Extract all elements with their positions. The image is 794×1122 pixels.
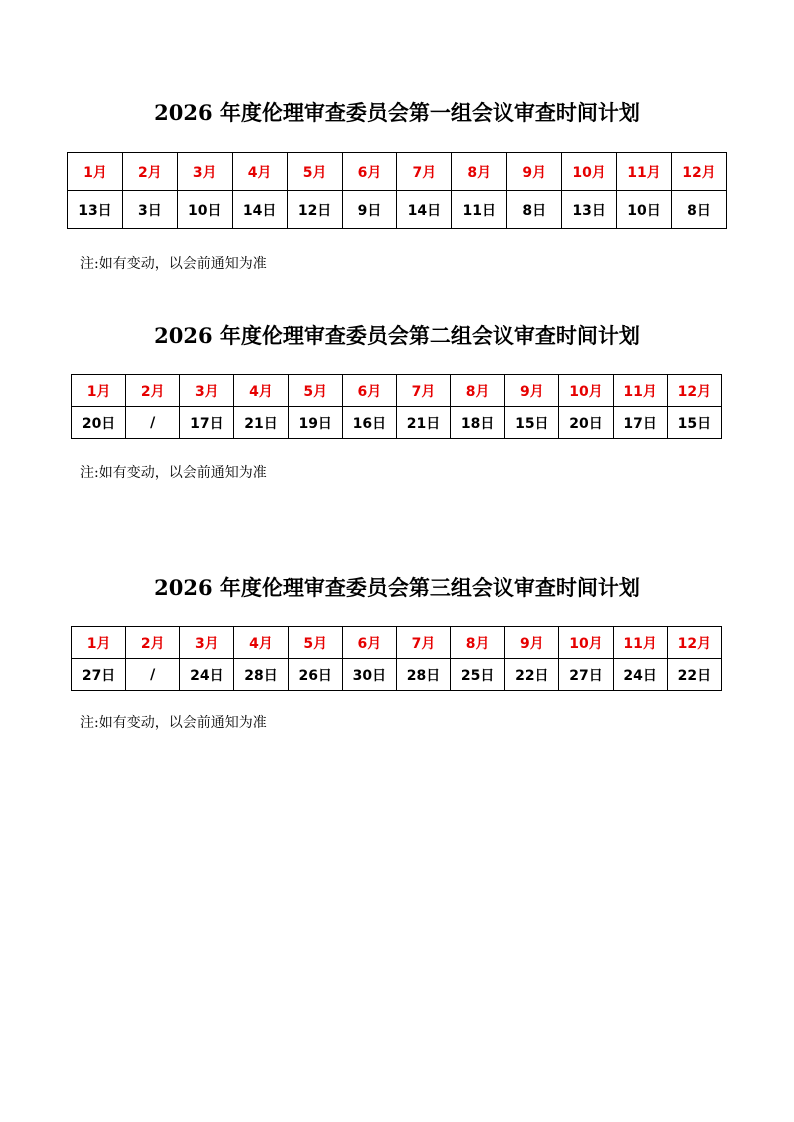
day-cell: / [126, 659, 180, 691]
month-cell: 3月 [177, 153, 232, 191]
month-cell: 3月 [180, 375, 234, 407]
day-cell: 17日 [613, 407, 667, 439]
day-cell: 14日 [232, 191, 287, 229]
schedule-table [71, 374, 722, 439]
month-cell: 10月 [559, 375, 613, 407]
month-cell: 5月 [288, 627, 342, 659]
day-cell: 22日 [667, 659, 721, 691]
day-cell: 18日 [451, 407, 505, 439]
day-cell: 27日 [559, 659, 613, 691]
month-cell: 12月 [667, 375, 721, 407]
day-row [68, 191, 727, 229]
month-cell: 12月 [671, 153, 726, 191]
month-cell: 2月 [126, 627, 180, 659]
month-cell: 10月 [562, 153, 617, 191]
day-cell: 22日 [505, 659, 559, 691]
month-cell: 8月 [451, 627, 505, 659]
month-cell: 8月 [451, 375, 505, 407]
day-cell: 12日 [287, 191, 342, 229]
day-cell: 21日 [396, 407, 450, 439]
day-cell: 15日 [667, 407, 721, 439]
day-cell: 8日 [507, 191, 562, 229]
month-cell: 9月 [505, 627, 559, 659]
month-cell: 7月 [397, 153, 452, 191]
day-cell: 16日 [342, 407, 396, 439]
schedule-title: 2026 年度伦理审查委员会第三组会议审查时间计划 [154, 575, 640, 600]
month-cell: 11月 [617, 153, 672, 191]
day-cell: 10日 [177, 191, 232, 229]
month-cell: 6月 [342, 627, 396, 659]
day-cell: 3日 [122, 191, 177, 229]
month-cell: 1月 [68, 153, 123, 191]
schedule-table [71, 626, 722, 691]
day-cell: 13日 [68, 191, 123, 229]
month-cell: 12月 [667, 627, 721, 659]
day-cell: 20日 [72, 407, 126, 439]
day-cell: 11日 [452, 191, 507, 229]
month-cell: 11月 [613, 627, 667, 659]
day-cell: 25日 [451, 659, 505, 691]
day-cell: / [126, 407, 180, 439]
day-cell: 24日 [613, 659, 667, 691]
month-cell: 1月 [72, 627, 126, 659]
day-cell: 17日 [180, 407, 234, 439]
day-cell: 27日 [72, 659, 126, 691]
schedule-note: 注:如有变动，以会前通知为准 [80, 465, 267, 481]
day-row [72, 407, 722, 439]
day-cell: 13日 [562, 191, 617, 229]
month-cell: 4月 [234, 375, 288, 407]
month-cell: 8月 [452, 153, 507, 191]
month-cell: 7月 [396, 627, 450, 659]
schedule-note: 注:如有变动，以会前通知为准 [80, 715, 267, 731]
month-cell: 9月 [505, 375, 559, 407]
month-cell: 10月 [559, 627, 613, 659]
day-cell: 19日 [288, 407, 342, 439]
month-row [72, 627, 722, 659]
day-cell: 10日 [617, 191, 672, 229]
day-row [72, 659, 722, 691]
month-cell: 2月 [126, 375, 180, 407]
day-cell: 15日 [505, 407, 559, 439]
month-cell: 7月 [396, 375, 450, 407]
schedule-table [67, 152, 727, 229]
month-cell: 4月 [232, 153, 287, 191]
day-cell: 28日 [234, 659, 288, 691]
month-row [72, 375, 722, 407]
schedule-title: 2026 年度伦理审查委员会第一组会议审查时间计划 [154, 100, 640, 125]
month-cell: 6月 [342, 153, 397, 191]
day-cell: 28日 [396, 659, 450, 691]
schedule-title: 2026 年度伦理审查委员会第二组会议审查时间计划 [154, 323, 640, 348]
month-cell: 11月 [613, 375, 667, 407]
month-cell: 3月 [180, 627, 234, 659]
day-cell: 9日 [342, 191, 397, 229]
day-cell: 8日 [671, 191, 726, 229]
month-cell: 6月 [342, 375, 396, 407]
month-cell: 4月 [234, 627, 288, 659]
month-cell: 5月 [287, 153, 342, 191]
month-cell: 2月 [122, 153, 177, 191]
month-cell: 1月 [72, 375, 126, 407]
day-cell: 14日 [397, 191, 452, 229]
month-row [68, 153, 727, 191]
day-cell: 26日 [288, 659, 342, 691]
day-cell: 30日 [342, 659, 396, 691]
schedule-note: 注:如有变动，以会前通知为准 [80, 256, 267, 272]
day-cell: 21日 [234, 407, 288, 439]
month-cell: 5月 [288, 375, 342, 407]
day-cell: 20日 [559, 407, 613, 439]
month-cell: 9月 [507, 153, 562, 191]
day-cell: 24日 [180, 659, 234, 691]
